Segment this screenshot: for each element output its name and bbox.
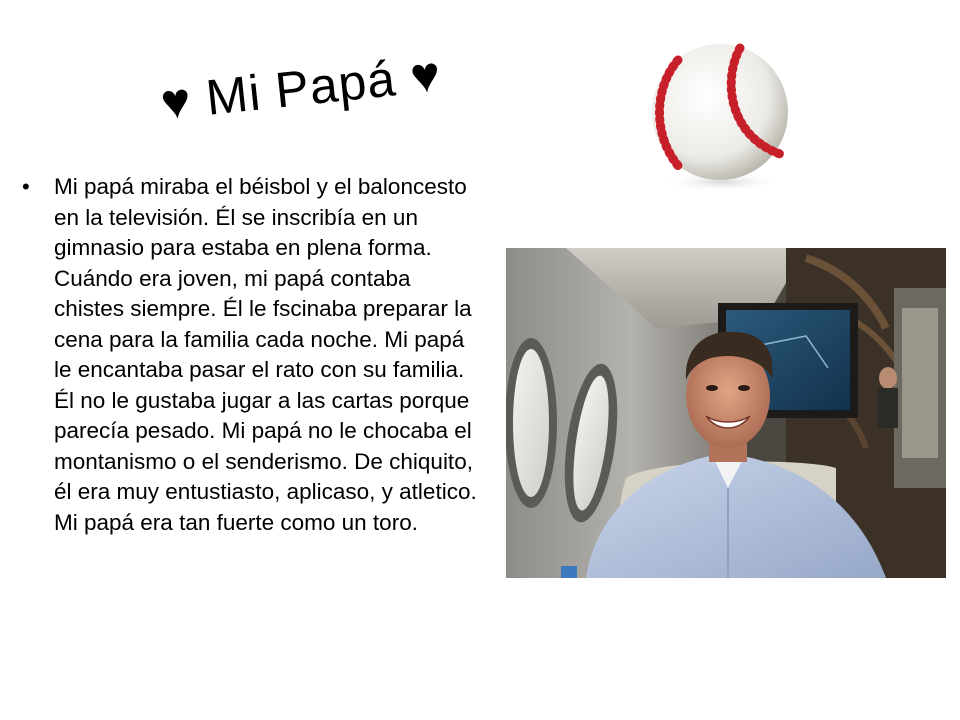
bullet-marker: • bbox=[22, 174, 30, 199]
man-in-airplane-cabin-photo bbox=[506, 248, 946, 578]
bullet-list bbox=[22, 172, 482, 538]
baseball-icon bbox=[640, 36, 800, 196]
slide-title: ♥ Mi Papá ♥ bbox=[158, 45, 444, 131]
bullet-text: Mi papá miraba el béisbol y el baloncesto en la televisión. Él se inscribía en un gimnasio para estaba en plena forma. Cuándo era joven, mi papá contaba chistes siempre. Él le fscinaba preparar la cena para la familia cada noche. Mi papá le encantaba pasar el rato con su familia. Él no le gustaba jugar a las cartas porque parecía pesado. Mi papá no le chocaba el montanismo o el senderismo. De chiquito, él era muy entustiasto, aplicaso, y atletico. Mi papá era tan fuerte como un toro. bbox=[54, 174, 477, 535]
